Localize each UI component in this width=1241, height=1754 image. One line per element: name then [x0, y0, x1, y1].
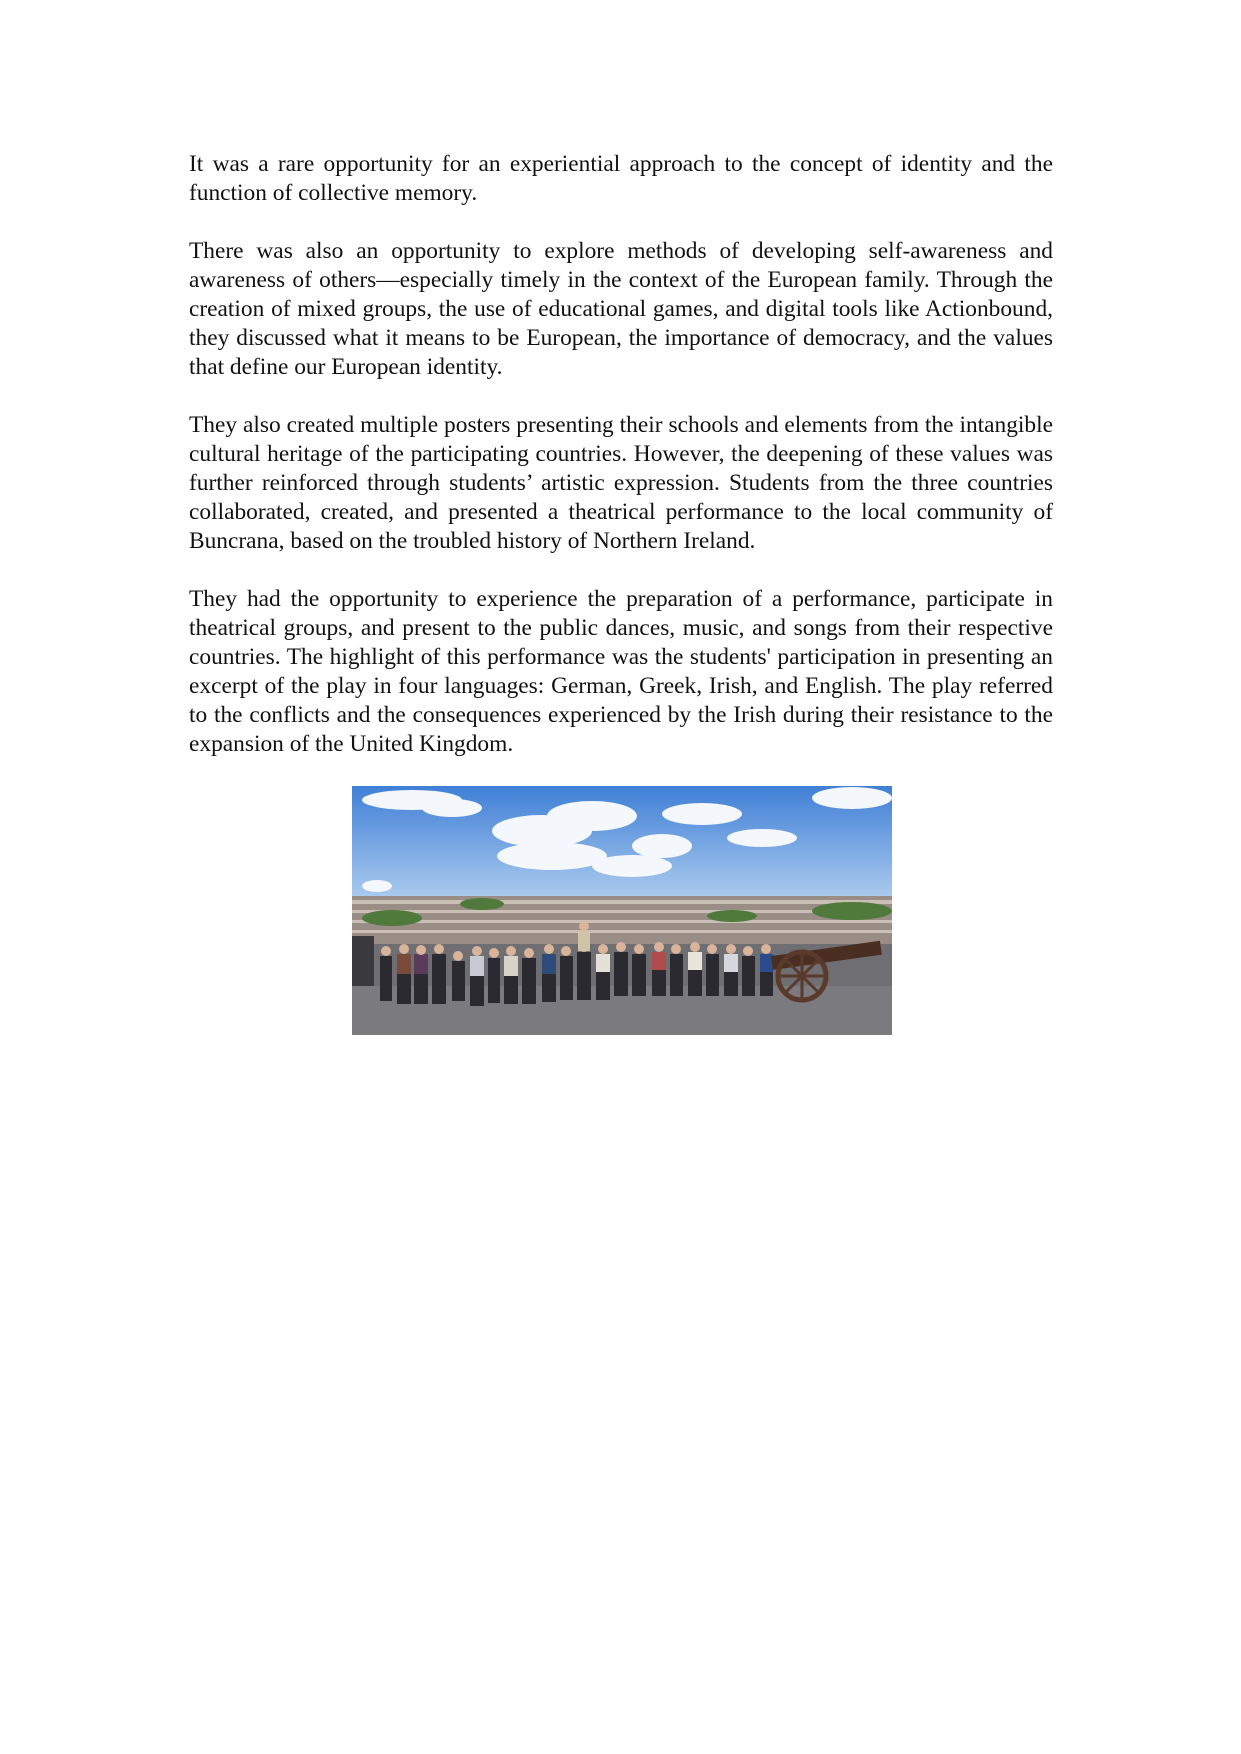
group-photo-icon	[352, 786, 892, 1035]
body-text	[189, 150, 1053, 788]
paragraph-awareness: There was also an opportunity to explore methods of developing self-awareness and awareness of others—especially timely in the context of the European family. Through the creation of mixed groups, the use of educational games, and digital tools like Actionbound, they discussed what it means to be European, the importance of democracy, and the values that define our European identity.	[189, 238, 1053, 380]
paragraph-posters: They also created multiple posters presenting their schools and elements from the intangible cultural heritage of the participating countries. However, the deepening of these values was further reinforced through students’ artistic expression. Students from the three countries collaborated, created, and presented a theatrical performance to the local community of Buncrana, based on the troubled history of Northern Ireland.	[189, 412, 1053, 554]
paragraph-performance: They had the opportunity to experience the preparation of a performance, participate in theatrical groups, and present to the public dances, music, and songs from their respective countries. The highlight of this performance was the students' participation in presenting an excerpt of the play in four languages: German, Greek, Irish, and English. The play referred to the conflicts and the consequences experienced by the Irish during their resistance to the expansion of the United Kingdom.	[189, 586, 1053, 757]
group-photo	[352, 786, 892, 1035]
paragraph-identity: It was a rare opportunity for an experiential approach to the concept of identity and the function of collective memory.	[189, 151, 1053, 206]
